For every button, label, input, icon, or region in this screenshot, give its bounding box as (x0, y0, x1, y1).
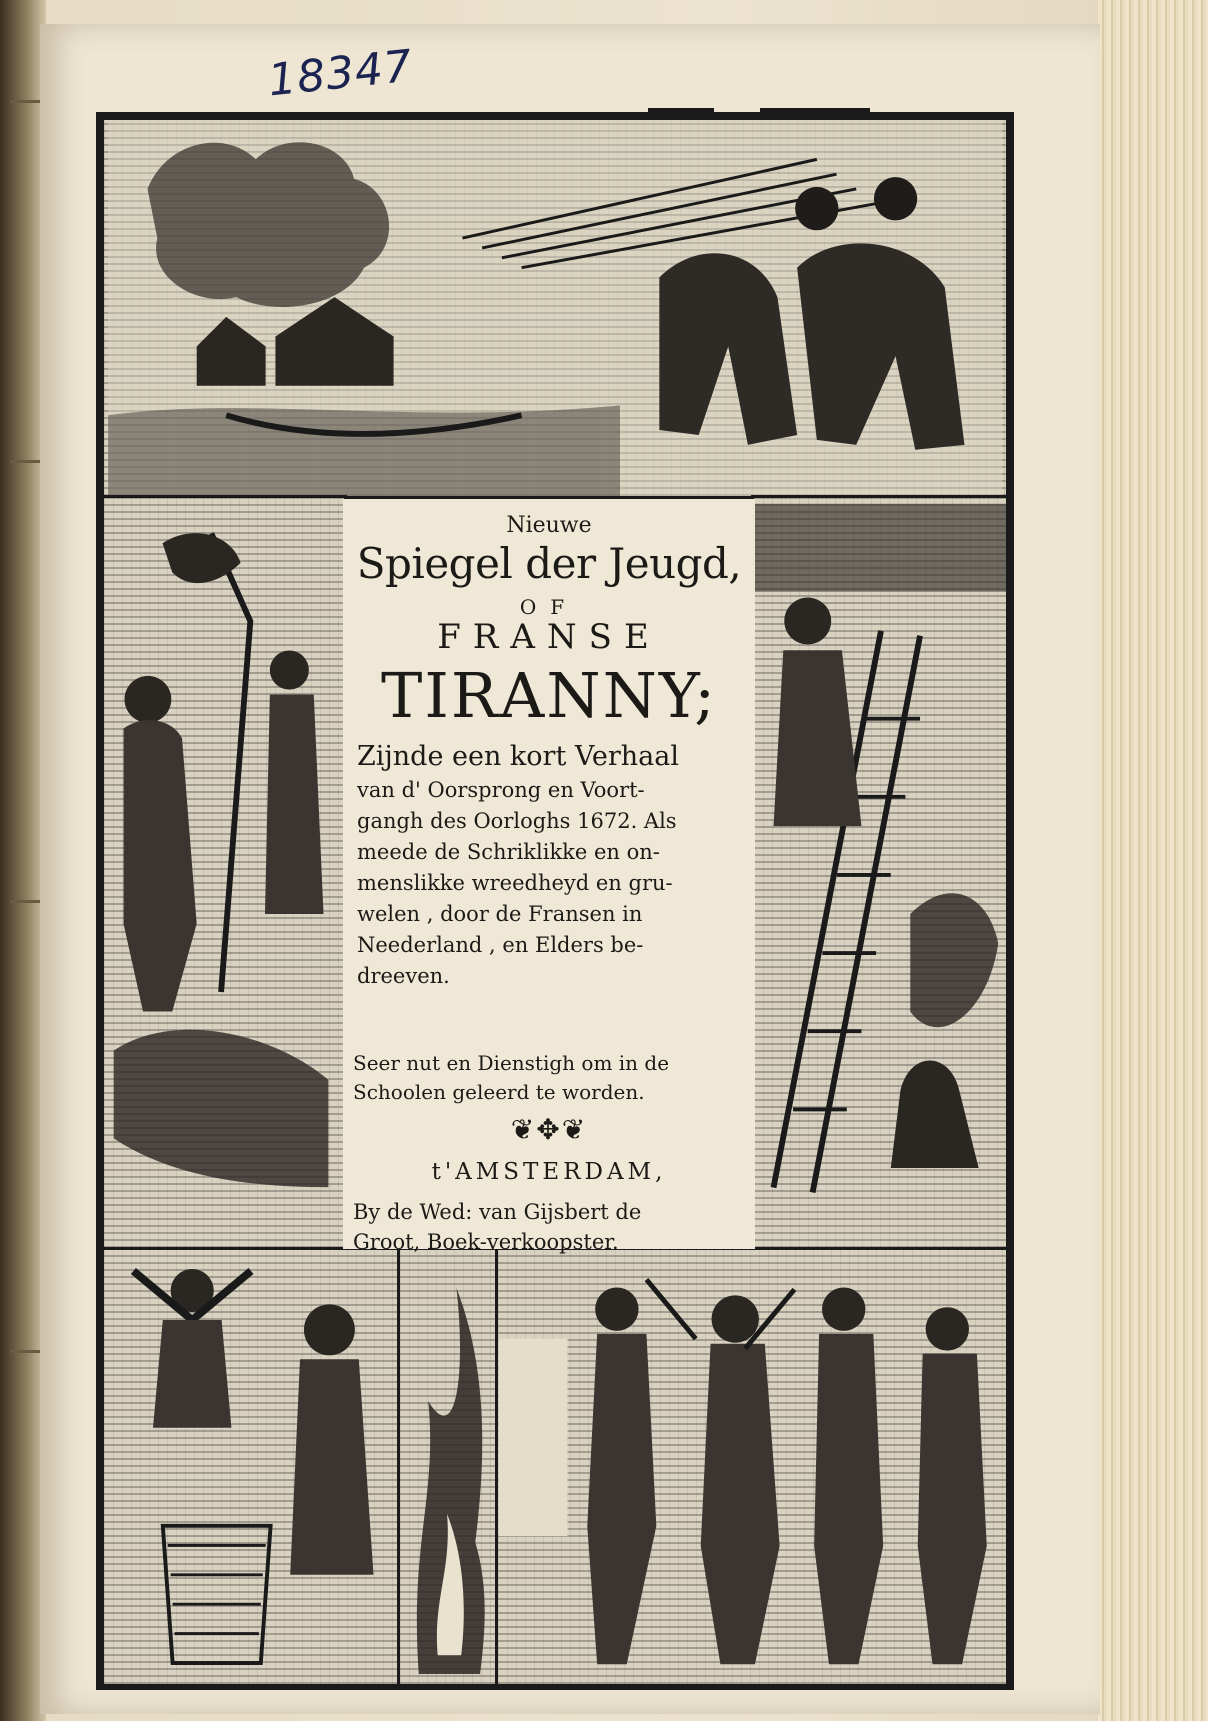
imprint-publisher (353, 1197, 755, 1257)
description-line: welen , door de Fransen in (357, 902, 643, 926)
title-line-spiegel: Spiegel der Jeugd, (356, 539, 742, 588)
description-line: meede de Schriklikke en on- (357, 840, 660, 864)
woodcut-bottom-right-panel (495, 1247, 1009, 1687)
purpose-block (353, 1049, 755, 1107)
imprint-city: t'AMSTERDAM, (431, 1159, 667, 1185)
purpose-line: Schoolen geleerd te worden. (353, 1080, 645, 1104)
woodcut-left-panel (101, 495, 347, 1251)
description-block (357, 739, 755, 992)
woodcut-right-panel (751, 495, 1009, 1251)
woodcut-frame (96, 112, 1014, 1690)
woodcut-bottom-middle-panel (397, 1247, 499, 1687)
purpose-line: Seer nut en Dienstigh om in de (353, 1051, 670, 1075)
binding-stitch (10, 1350, 40, 1353)
description-line: Zijnde een kort Verhaal (357, 741, 680, 772)
woodcut-soldiers-image (498, 1250, 1006, 1684)
description-line: gangh des Oorloghs 1672. Als (357, 809, 677, 833)
binding-stitch (10, 460, 40, 463)
description-line: van d' Oorsprong en Voort- (357, 778, 645, 802)
description-line: dreeven. (357, 964, 450, 988)
publisher-line: Groot, Boek-verkoopster. (353, 1230, 619, 1254)
woodcut-burning-town-image (104, 120, 1006, 496)
woodcut-top-panel (101, 117, 1009, 499)
description-line: Neederland , en Elders be- (357, 933, 644, 957)
woodcut-ladder-image (754, 498, 1006, 1248)
woodcut-hanging-image (104, 498, 344, 1248)
title-line-tiranny: TIRANNY; (381, 659, 717, 732)
binding-stitch (10, 900, 40, 903)
page-edges-right (1098, 0, 1208, 1721)
title-line-nieuwe: Nieuwe (506, 513, 592, 538)
binding-stitch (10, 100, 40, 103)
description-line: menslikke wreedheyd en gru- (357, 871, 673, 895)
woodcut-bottom-left-panel (101, 1247, 401, 1687)
publisher-line: By de Wed: van Gijsbert de (353, 1200, 642, 1224)
title-line-of: OF (519, 595, 579, 619)
woodcut-basket-image (104, 1250, 398, 1684)
manuscript-number: 18347 (265, 40, 416, 107)
title-line-franse: FRANSE (437, 617, 661, 657)
woodcut-flames-image (400, 1250, 496, 1684)
title-block (343, 499, 755, 1254)
printers-ornament: ❦✥❦ (510, 1113, 588, 1146)
